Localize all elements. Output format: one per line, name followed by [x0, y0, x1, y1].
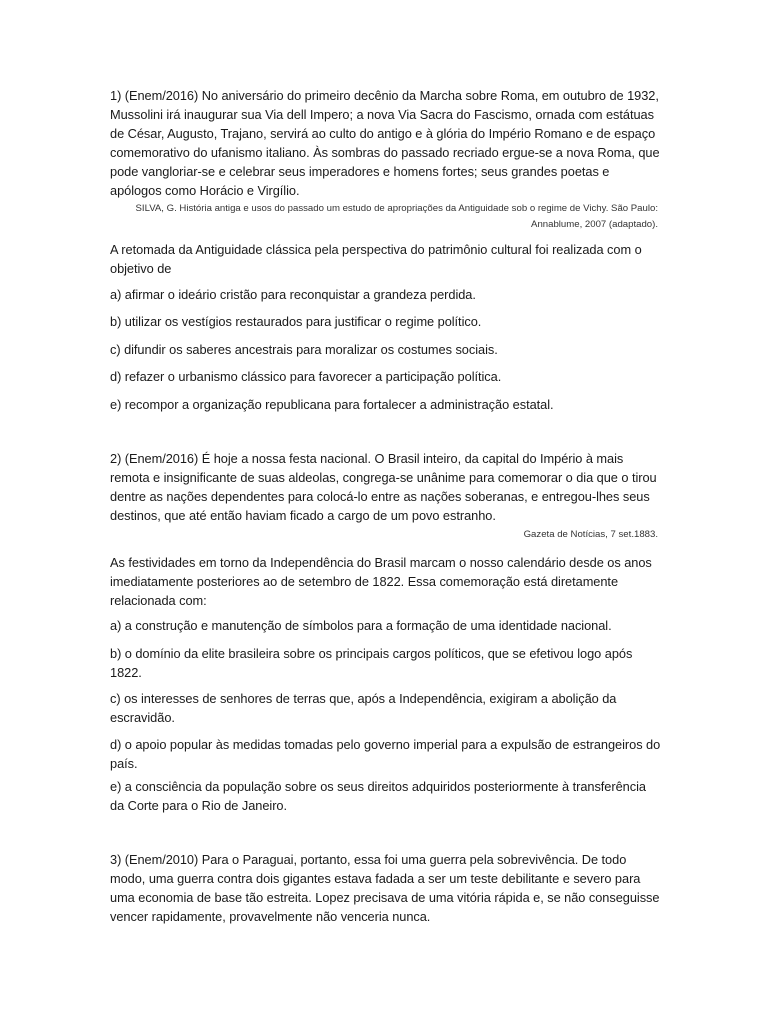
question-2-option-d: d) o apoio popular às medidas tomadas pelo governo imperial para a expulsão de estrangeiros do país. [110, 737, 661, 771]
question-2-command: As festividades em torno da Independência do Brasil marcam o nosso calendário desde os anos imediatamente posteriores ao de setembro de 1822. Essa comemoração está diretamente relacionada com: [110, 555, 652, 608]
question-1-option-d: d) refazer o urbanismo clássico para favorecer a participação política. [110, 369, 502, 384]
question-2-source: Gazeta de Notícias, 7 set.1883. [523, 529, 658, 540]
question-3-stem: 3) (Enem/2010) Para o Paraguai, portanto, essa foi uma guerra pela sobrevivência. De todo modo, uma guerra contra dois gigantes estava fadada a ser um teste debilitante e severo para uma economia de base tão estreita. Lopez precisava de uma vitória rápida e, se não conseguisse vencer rapidamente, provavelmente não venceria nunca. [110, 852, 660, 924]
question-2-option-e: e) a consciência da população sobre os seus direitos adquiridos posteriormente à transferência da Corte para o Rio de Janeiro. [110, 779, 646, 813]
question-2-option-c: c) os interesses de senhores de terras que, após a Independência, exigiram a abolição da escravidão. [110, 691, 617, 725]
question-1-source: SILVA, G. História antiga e usos do passado um estudo de apropriações da Antiguidade sob o regime de Vichy. São Paulo: Annablume, 2007 (adaptado). [135, 203, 658, 230]
question-1-option-e: e) recompor a organização republicana para fortalecer a administração estatal. [110, 397, 554, 412]
question-2-option-b: b) o domínio da elite brasileira sobre os principais cargos políticos, que se efetivou logo após 1822. [110, 646, 633, 680]
question-1-command: A retomada da Antiguidade clássica pela perspectiva do patrimônio cultural foi realizada com o objetivo de [110, 242, 642, 276]
question-2-stem: 2) (Enem/2016) É hoje a nossa festa nacional. O Brasil inteiro, da capital do Império à mais remota e insignificante de suas aldeolas, congrega-se unânime para comemorar o dia que o tirou dentre as nações dependentes para colocá-lo entre as nações soberanas, e entregou-lhes seus destinos, que até então haviam ficado a cargo de um povo estranho. [110, 451, 657, 523]
question-1-option-b: b) utilizar os vestígios restaurados para justificar o regime político. [110, 314, 482, 329]
question-1-option-c: c) difundir os saberes ancestrais para moralizar os costumes sociais. [110, 342, 498, 357]
question-2-option-a: a) a construção e manutenção de símbolos para a formação de uma identidade nacional. [110, 618, 612, 633]
question-1-option-a: a) afirmar o ideário cristão para reconquistar a grandeza perdida. [110, 287, 476, 302]
question-1-stem: 1) (Enem/2016) No aniversário do primeiro decênio da Marcha sobre Roma, em outubro de 1932, Mussolini irá inaugurar sua Via dell Impero; a nova Via Sacra do Fascismo, ornada com estátuas de César, Augusto, Trajano, servirá ao culto do antigo e à glória do Império Romano e de espaço comemorativo do ufanismo italiano. Às sombras do passado recriado ergue-se a nova Roma, que pode vangloriar-se e celebrar seus imperadores e homens fortes; seus grandes poetas e apólogos como Horácio e Virgílio. [110, 88, 660, 198]
